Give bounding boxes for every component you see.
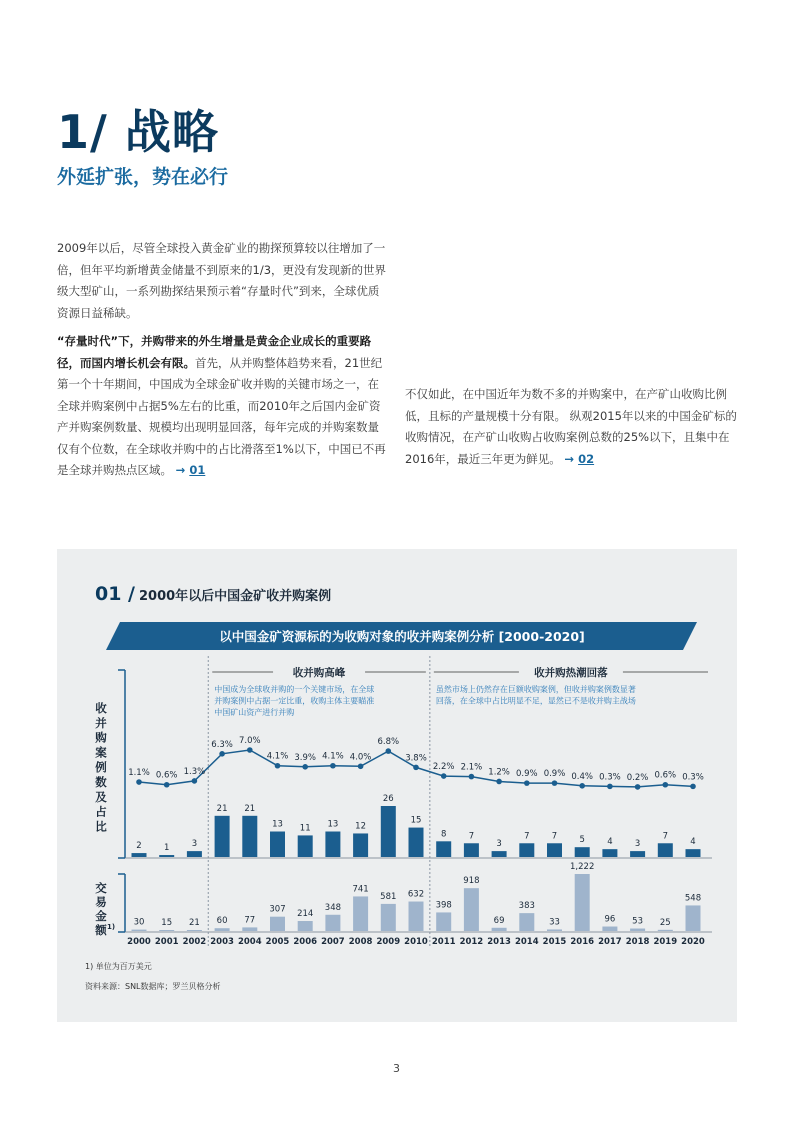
y-label-char: 易	[95, 895, 107, 909]
share-point	[663, 782, 669, 788]
year-label: 2004	[237, 937, 262, 947]
paragraph-3-body: 不仅如此，在中国近年为数不多的并购案中，在产矿山收购比例低，且标的产量规模十分有限。 纵观2015年以来的中国金矿标的收购情况，在产矿山收购占收购案例总数的25%以下，且集中在2016年，最近三年更为鲜见。	[405, 387, 737, 466]
year-label: 2020	[681, 937, 705, 947]
count-label: 8	[440, 829, 447, 840]
count-bar	[602, 849, 617, 857]
share-point	[219, 751, 225, 757]
count-bar	[298, 835, 313, 857]
y-label-note: 1)	[106, 923, 116, 931]
amount-label: 632	[407, 889, 425, 900]
year-label: 2015	[542, 937, 567, 947]
paragraph-2-body: 首先，从并购整体趋势来看，21世纪第一个十年期间，中国成为全球金矿收并购的关键市场之一，在全球并购案例中占据5%左右的比重，而2010年之后国内金矿资产并购案例数量、规模均出现明显回落，每年完成的并购案数量仅有个位数，在全球收并购中的占比滑落至1%以下，中国已不再是全球并购热点区域。	[57, 355, 386, 477]
amount-label: 548	[684, 893, 702, 904]
year-label: 2003	[210, 937, 234, 947]
share-label: 4.1%	[322, 751, 344, 762]
amount-label: 96	[604, 914, 616, 925]
amount-bar	[547, 929, 562, 931]
count-bar	[132, 853, 147, 857]
count-label: 12	[355, 821, 367, 832]
share-point	[441, 773, 447, 779]
amount-bar	[436, 912, 451, 931]
year-label: 2012	[459, 937, 484, 947]
count-bar	[215, 816, 230, 857]
year-label: 2007	[321, 937, 345, 947]
share-point	[136, 779, 142, 785]
count-label: 7	[662, 831, 669, 842]
amount-label: 15	[161, 918, 173, 928]
share-point	[607, 784, 613, 790]
y-label-char: 数	[95, 775, 107, 789]
share-label: 6.3%	[211, 739, 233, 750]
amount-bar	[353, 896, 368, 931]
phase-1-note: 中国矿山资产进行并购	[214, 708, 295, 717]
year-label: 2002	[182, 937, 207, 947]
amount-bar	[630, 929, 645, 931]
amount-label: 348	[324, 902, 342, 913]
count-label: 26	[382, 794, 394, 804]
page-subtitle: 外延扩张，势在必行	[57, 166, 229, 188]
amount-bar	[519, 913, 534, 931]
share-point	[164, 782, 170, 788]
year-label: 2005	[265, 937, 290, 947]
amount-bar	[575, 874, 590, 931]
y-label-char: 占	[95, 804, 107, 819]
y-label-char: 收	[95, 701, 107, 715]
count-label: 11	[299, 823, 311, 834]
share-label: 0.9%	[515, 769, 538, 780]
share-label: 4.0%	[349, 752, 372, 763]
y-label-char: 例	[95, 760, 107, 775]
count-label: 21	[244, 803, 256, 814]
amount-label: 214	[297, 909, 314, 920]
amount-label: 21	[188, 918, 200, 928]
share-point	[192, 778, 198, 784]
share-label: 6.8%	[377, 737, 400, 748]
page-number: 3	[393, 1062, 400, 1075]
count-bar	[325, 832, 340, 858]
count-bar	[270, 832, 285, 858]
share-label: 4.1%	[266, 751, 289, 762]
year-label: 2019	[653, 937, 678, 947]
y-label-char: 比	[95, 819, 107, 834]
count-bar	[353, 833, 368, 857]
amount-bar	[325, 915, 340, 931]
count-label: 13	[272, 819, 283, 830]
count-label: 4	[607, 837, 613, 848]
year-label: 2016	[570, 937, 595, 947]
amount-label: 398	[435, 900, 452, 911]
year-label: 2013	[487, 937, 511, 947]
year-label: 2001	[154, 937, 179, 947]
amount-label: 918	[463, 876, 480, 887]
phase-2-label: 收并购热潮回落	[534, 667, 608, 679]
amount-label: 1,222	[570, 862, 595, 872]
amount-label: 383	[518, 901, 535, 912]
count-bar	[686, 849, 701, 857]
count-label: 2	[136, 841, 142, 852]
count-label: 15	[410, 815, 422, 826]
share-point	[469, 774, 475, 780]
amount-bar	[298, 921, 313, 931]
figure-ref-01-number: 01	[189, 463, 206, 477]
year-label: 2010	[404, 937, 428, 947]
count-bar	[630, 851, 645, 857]
amount-bar	[381, 904, 396, 931]
count-bar	[658, 843, 673, 857]
year-label: 2000	[127, 937, 151, 947]
amount-label: 60	[216, 916, 228, 927]
year-label: 2014	[514, 937, 539, 947]
share-point	[552, 780, 558, 786]
y-label-char: 交	[95, 881, 107, 895]
amount-label: 25	[659, 917, 671, 928]
year-label: 2018	[625, 937, 650, 947]
amount-label: 741	[352, 884, 369, 895]
share-label: 1.2%	[488, 767, 510, 778]
arrow-right-icon: →	[175, 463, 186, 477]
count-label: 7	[524, 831, 530, 842]
share-point	[690, 784, 696, 790]
count-bar	[187, 851, 202, 857]
y-label-char: 并	[95, 715, 107, 730]
amount-label: 69	[493, 915, 505, 926]
amount-label: 30	[133, 917, 145, 928]
y-label-char: 购	[95, 730, 107, 745]
count-bar	[492, 851, 507, 857]
share-point	[579, 783, 585, 789]
count-bar	[159, 855, 174, 857]
share-point	[635, 784, 641, 790]
amount-bar	[492, 928, 507, 931]
count-bar	[464, 843, 479, 857]
share-label: 1.3%	[183, 766, 206, 777]
amount-bar	[242, 927, 257, 931]
chart-footnote: 1) 单位为百万美元	[85, 962, 152, 971]
share-point	[330, 763, 336, 769]
count-bar	[242, 816, 257, 857]
share-label: 0.9%	[543, 769, 566, 780]
share-point	[496, 779, 502, 785]
count-label: 7	[468, 831, 475, 842]
paragraph-1: 2009年以后，尽管全球投入黄金矿业的勘探预算较以往增加了一倍，但年平均新增黄金储量不到原来的1/3，更没有发现新的世界级大型矿山，一系列勘探结果预示着“存量时代”到来，全球优质资源日益稀缺。	[57, 241, 387, 320]
amount-bar	[132, 930, 147, 931]
share-point	[386, 748, 392, 754]
amount-bar	[409, 902, 424, 931]
phase-1-note: 中国成为全球收并购的一个关键市场，在全球	[214, 685, 375, 694]
count-label: 13	[327, 819, 339, 830]
count-label: 3	[496, 839, 502, 850]
count-label: 7	[551, 831, 558, 842]
phase-1-label: 收并购高峰	[292, 667, 346, 679]
share-point	[247, 747, 253, 753]
share-point	[524, 780, 530, 786]
count-label: 3	[634, 839, 641, 850]
count-label: 1	[163, 843, 170, 854]
year-label: 2008	[348, 937, 373, 947]
count-bar	[547, 843, 562, 857]
share-point	[275, 763, 281, 769]
phase-2-note: 虽然市场上仍然存在巨额收购案例，但收并购案例数显著	[435, 685, 636, 694]
count-bar	[575, 847, 590, 857]
y-label-char: 案	[95, 745, 107, 760]
share-point	[302, 764, 308, 770]
chart-source: 资料来源：SNL数据库；罗兰贝格分析	[85, 982, 221, 991]
y-label-char: 金	[95, 909, 107, 923]
amount-bar	[658, 930, 673, 931]
amount-label: 77	[244, 915, 256, 926]
share-label: 3.8%	[405, 753, 427, 764]
share-label: 2.1%	[460, 762, 483, 773]
phase-1-note: 并购案例中占据一定比重，收购主体主要瞄准	[214, 696, 375, 706]
amount-bar	[464, 888, 479, 931]
amount-bar	[686, 905, 701, 931]
page-title: 1/ 战略	[57, 105, 219, 159]
share-label: 3.9%	[294, 752, 317, 763]
phase-2-note: 回落，在全球中占比明显不足，显然已不是收并购主战场	[435, 696, 636, 706]
figure-caption: 2000年以后中国金矿收并购案例	[139, 589, 332, 604]
year-label: 2017	[598, 937, 622, 947]
share-point	[358, 763, 364, 769]
count-bar	[409, 828, 424, 857]
arrow-right-icon: →	[564, 451, 575, 466]
count-bar	[519, 843, 534, 857]
chart-title: 以中国金矿资源标的为收购对象的收并购案例分析 [2000-2020]	[219, 629, 585, 644]
count-bar	[436, 841, 451, 857]
count-label: 4	[690, 837, 696, 848]
amount-label: 307	[269, 904, 286, 915]
amount-bar	[602, 927, 617, 931]
share-label: 0.6%	[155, 770, 178, 781]
figure-ref-02-number: 02	[578, 451, 595, 466]
share-label: 2.2%	[432, 762, 455, 773]
share-label: 1.1%	[128, 768, 150, 779]
amount-label: 33	[549, 917, 560, 928]
amount-bar	[215, 928, 230, 931]
share-label: 0.3%	[682, 772, 704, 783]
count-label: 5	[579, 835, 585, 846]
amount-label: 53	[632, 916, 644, 927]
share-point	[413, 765, 419, 771]
amount-label: 581	[380, 891, 397, 902]
y-label-char: 额	[95, 923, 107, 937]
amount-bar	[159, 930, 174, 931]
paragraph-2-lead: “存量时代”下，并购带来的外生增量是黄金企业成长的重要路径，而国内增长机会有限。	[57, 334, 372, 370]
share-label: 0.2%	[626, 772, 649, 783]
amount-bar	[270, 917, 285, 931]
figure-number: 01 /	[95, 583, 135, 605]
share-label: 7.0%	[238, 736, 261, 746]
share-label: 0.3%	[599, 772, 621, 783]
year-label: 2006	[293, 937, 318, 947]
year-label: 2011	[431, 937, 456, 947]
count-label: 3	[191, 839, 198, 850]
y-label-char: 及	[95, 789, 107, 804]
count-bar	[381, 806, 396, 857]
share-label: 0.4%	[571, 771, 594, 782]
share-label: 0.6%	[654, 770, 677, 781]
count-label: 21	[216, 803, 228, 814]
year-label: 2009	[376, 937, 401, 947]
amount-bar	[187, 930, 202, 931]
